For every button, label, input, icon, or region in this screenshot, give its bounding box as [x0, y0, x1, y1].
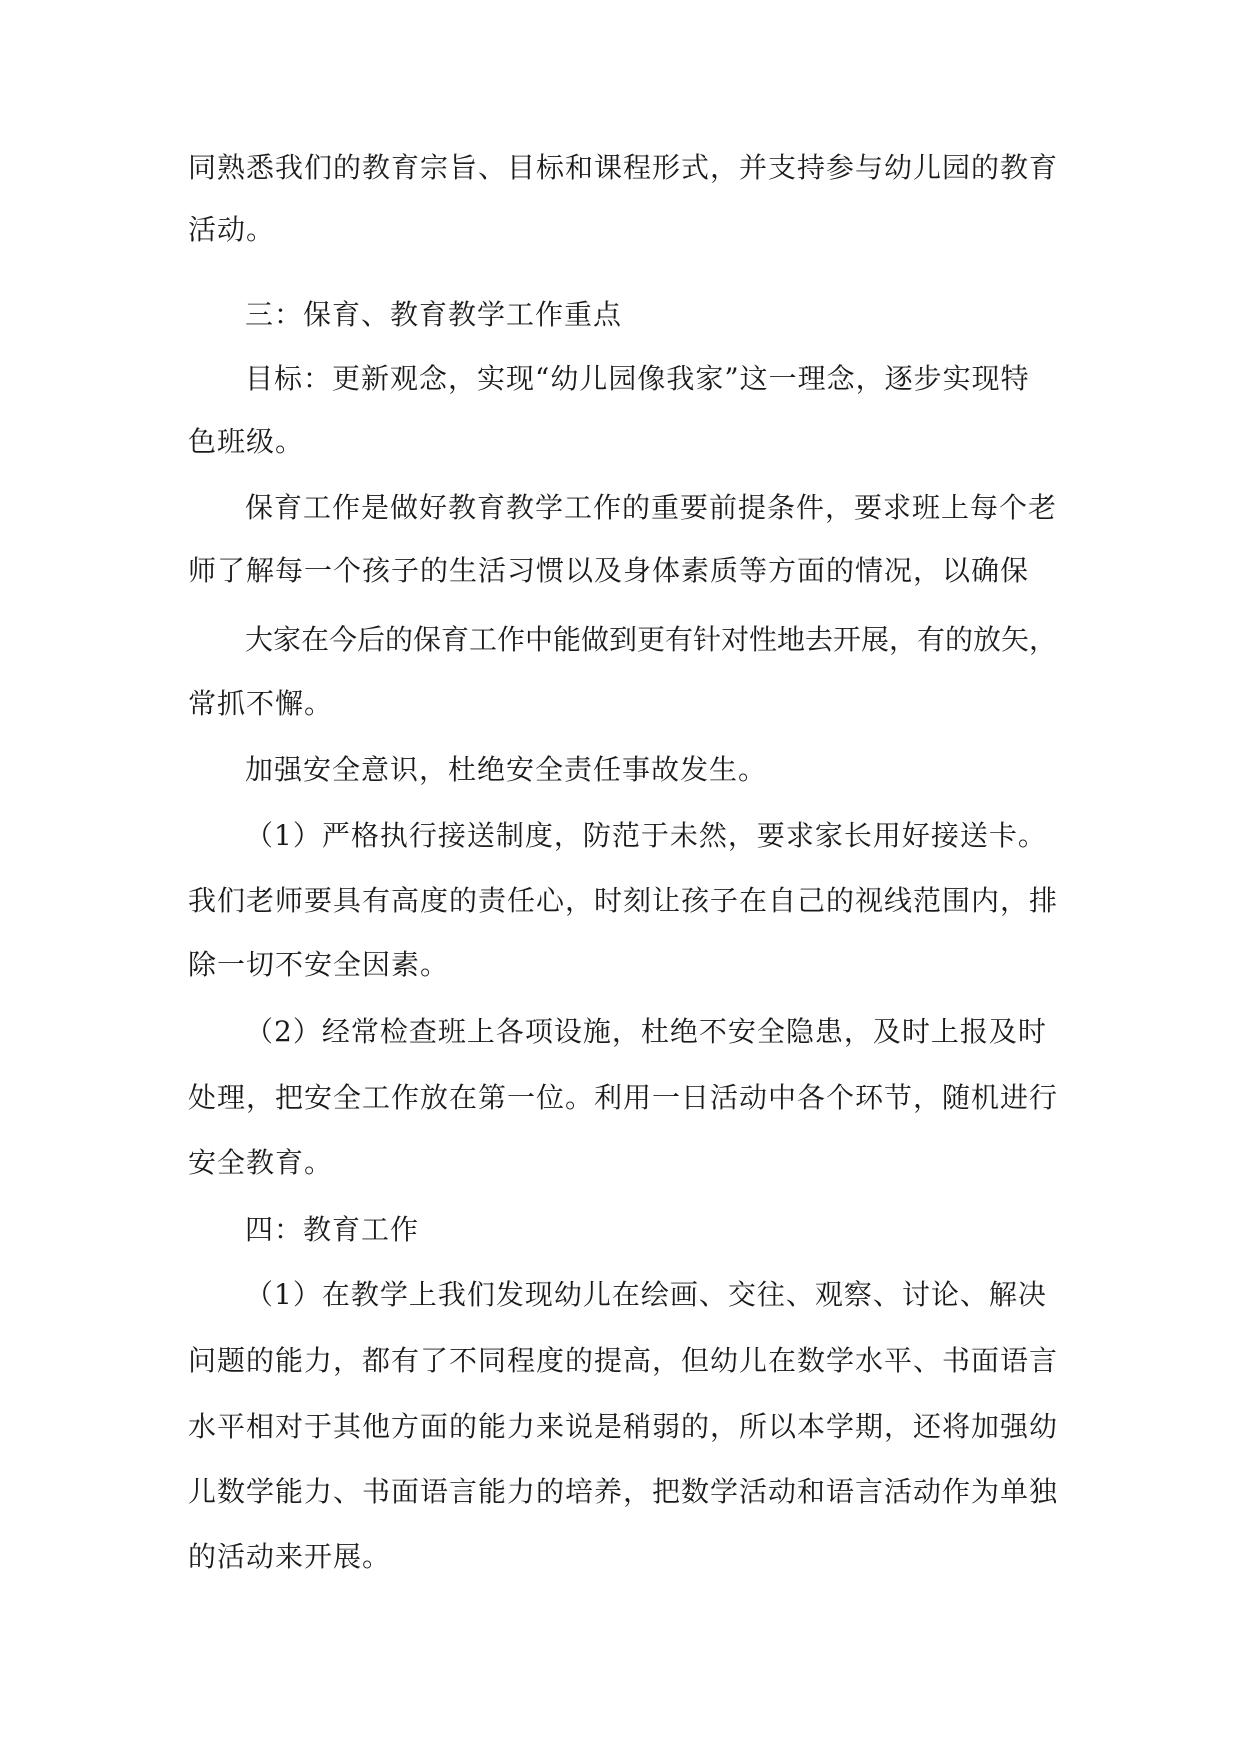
text-line: 保育工作是做好教育教学工作的重要前提条件，要求班上每个老	[245, 491, 1058, 524]
text-line: 大家在今后的保育工作中能做到更有针对性地去开展，有的放矢，	[245, 623, 1058, 656]
text-line: 儿数学能力、书面语言能力的培养，把数学活动和语言活动作为单独	[188, 1475, 1059, 1508]
text-line: 加强安全意识，杜绝安全责任事故发生。	[245, 753, 768, 786]
text-line: 水平相对于其他方面的能力来说是稍弱的，所以本学期，还将加强幼	[188, 1410, 1059, 1443]
text-line: 师了解每一个孩子的生活习惯以及身体素质等方面的情况，以确保	[188, 554, 1030, 587]
text-line: 问题的能力，都有了不同程度的提高，但幼儿在数学水平、书面语言	[188, 1344, 1059, 1377]
section-heading: 三：保育、教育教学工作重点	[245, 298, 623, 331]
text-line: 活动。	[188, 213, 276, 246]
text-line: 安全教育。	[188, 1146, 334, 1179]
text-line: 的活动来开展。	[188, 1540, 392, 1573]
text-line: （2）经常检查班上各项设施，杜绝不安全隐患，及时上报及时	[245, 1015, 1047, 1048]
text-line: 我们老师要具有高度的责任心，时刻让孩子在自己的视线范围内，排	[188, 884, 1059, 917]
text-line: （1）严格执行接送制度，防范于未然，要求家长用好接送卡。	[245, 819, 1047, 852]
text-line: 处理，把安全工作放在第一位。利用一日活动中各个环节，随机进行	[188, 1081, 1059, 1114]
text-line: 同熟悉我们的教育宗旨、目标和课程形式，并支持参与幼儿园的教育	[188, 151, 1059, 184]
text-line: 目标：更新观念，实现“幼儿园像我家”这一理念，逐步实现特	[245, 362, 1030, 395]
text-line: 常抓不懈。	[188, 687, 334, 720]
text-line: （1）在教学上我们发现幼儿在绘画、交往、观察、讨论、解决	[245, 1278, 1047, 1311]
section-heading: 四：教育工作	[245, 1213, 420, 1246]
text-line: 除一切不安全因素。	[188, 948, 450, 981]
text-line: 色班级。	[188, 425, 305, 458]
